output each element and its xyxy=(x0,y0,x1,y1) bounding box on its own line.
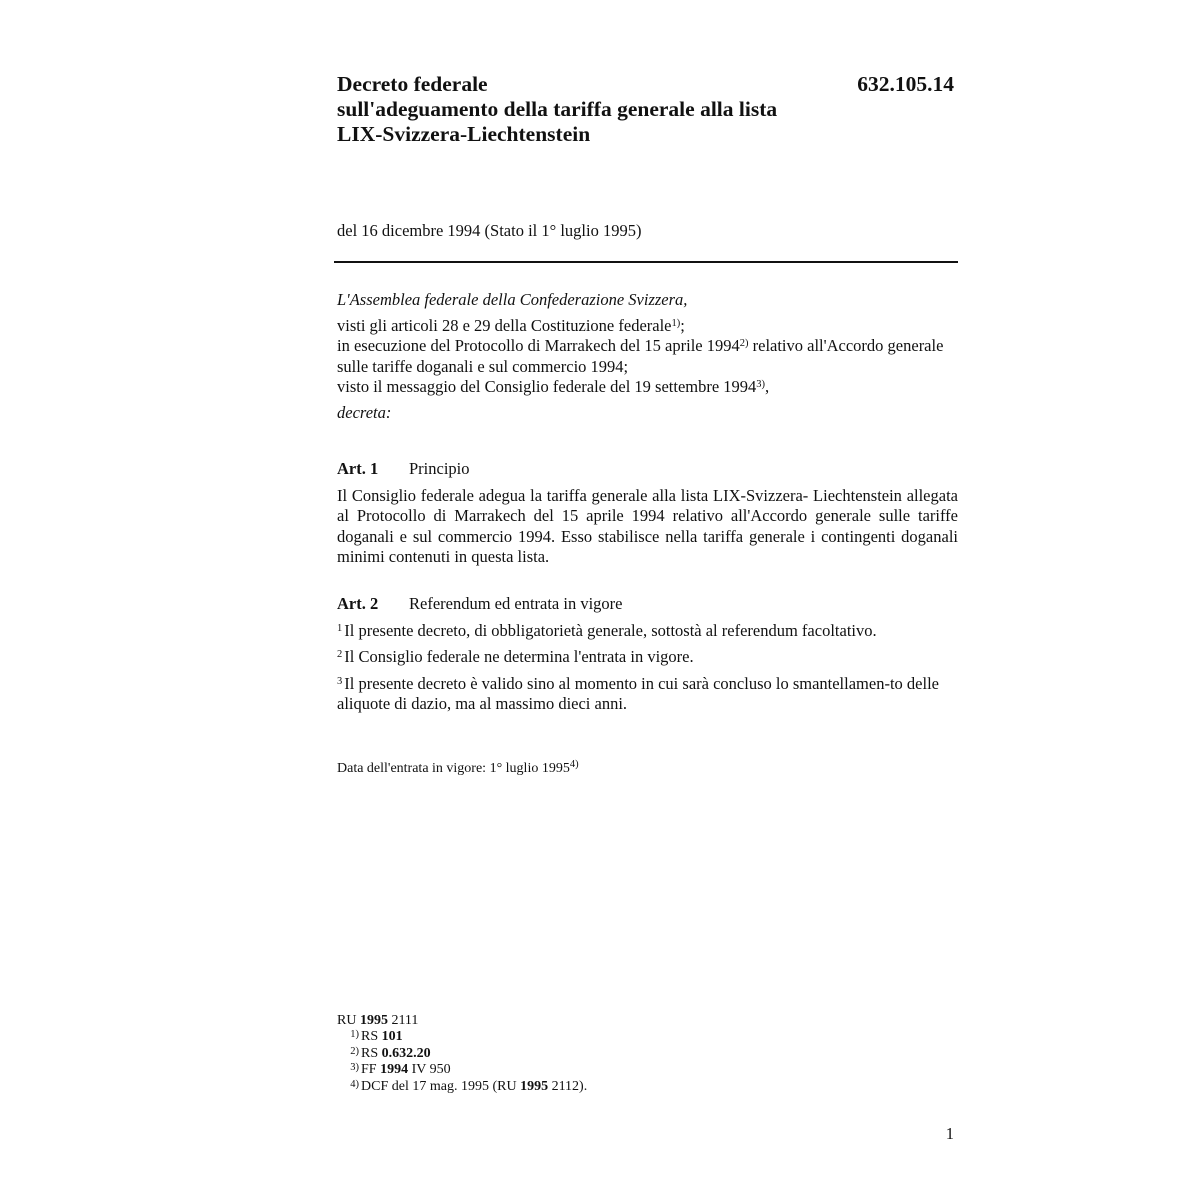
paragraph-text: Il Consiglio federale ne determina l'entrata in vigore. xyxy=(344,647,694,666)
preamble-line-2-after: relativo all'Accordo generale sulle tariffe doganali e sul commercio 1994; xyxy=(337,336,944,376)
horizontal-rule xyxy=(334,261,958,263)
document-page xyxy=(337,0,958,1200)
title-line-3: LIX-Svizzera-Liechtenstein xyxy=(337,122,591,146)
footnote-prefix: FF xyxy=(361,1062,381,1077)
page-number: 1 xyxy=(945,1124,954,1143)
footnote-bold: 101 xyxy=(381,1029,403,1044)
footnote-text xyxy=(361,1062,451,1077)
preamble-line-1-text: visti gli articoli 28 e 29 della Costituzione federale xyxy=(337,315,672,335)
footnote-4: 4) DCF del 17 mag. 1995 (RU 1995 2112). xyxy=(350,1078,588,1094)
footnote-ref: 4) xyxy=(569,759,579,770)
preamble-assembly: L'Assemblea federale della Confederazione Svizzera, xyxy=(337,290,688,309)
footnote-text xyxy=(361,1079,587,1094)
paragraph-number: 3 xyxy=(337,675,343,687)
footnote-ref: 2) xyxy=(739,338,749,349)
footnote-ref: 1) xyxy=(671,317,681,329)
article-2 xyxy=(337,594,958,721)
preamble-line-2-text: in esecuzione del Protocollo di Marrakech del 15 aprile 1994 xyxy=(337,336,740,355)
preamble xyxy=(337,290,958,423)
paragraph-number: 2 xyxy=(337,649,343,660)
footnote-text xyxy=(361,1029,403,1044)
footnote-3: 3) FF 1994 IV 950 xyxy=(350,1062,451,1077)
preamble-decreta: decreta: xyxy=(337,402,392,422)
footnote-text xyxy=(361,1046,431,1061)
document-title xyxy=(337,72,837,147)
article-1-heading xyxy=(337,459,958,480)
preamble-line-1 xyxy=(337,316,958,337)
preamble-line-3-after: , xyxy=(765,377,770,396)
article-1-number: Art. 1 xyxy=(337,459,379,478)
entry-into-force xyxy=(337,760,579,778)
title-line-2: sull'adeguamento della tariffa generale alla lista xyxy=(337,97,778,121)
footnotes xyxy=(337,1012,587,1095)
footnote-1: 1) RS 101 xyxy=(350,1029,403,1044)
ru-prefix: RU xyxy=(337,1013,360,1028)
title-block xyxy=(337,72,958,147)
article-2-number: Art. 2 xyxy=(337,594,379,613)
title-line-1: Decreto federale xyxy=(337,72,488,96)
preamble-line-2 xyxy=(337,336,958,377)
article-2-heading xyxy=(337,594,958,615)
footnote-bold: 1995 xyxy=(520,1078,549,1094)
article-2-paragraph-1 xyxy=(337,621,958,642)
sr-number: 632.105.14 xyxy=(857,72,954,96)
article-2-paragraph-3 xyxy=(337,674,958,715)
ru-page: 2111 xyxy=(387,1013,419,1028)
paragraph-text: Il presente decreto, di obbligatorietà generale, sottostà al referendum facoltativo. xyxy=(344,620,877,640)
footnote-prefix: DCF del 17 mag. 1995 (RU xyxy=(361,1078,521,1094)
article-1-body: Il Consiglio federale adegua la tariffa generale alla lista LIX-Svizzera- Liechtenstein allegata al Protocollo di Marrakech del 15 aprile 1994 relativo all'Accordo generale sulle tariffe doganali e sul commercio 1994. Esso stabilisce nella tariffa generale i contingenti doganali minimi contenuti in questa lista. xyxy=(337,485,958,566)
footnote-ref: 3) xyxy=(756,379,766,390)
footnote-bold: 1994 xyxy=(380,1062,409,1077)
article-1 xyxy=(337,459,958,568)
entry-into-force-text: Data dell'entrata in vigore: 1° luglio 1995 xyxy=(337,761,570,776)
footnote-2: 2) RS 0.632.20 xyxy=(350,1045,431,1061)
footnote-prefix: RS xyxy=(361,1029,382,1044)
article-2-title: Referendum ed entrata in vigore xyxy=(409,594,623,613)
article-2-paragraph-2 xyxy=(337,647,958,668)
preamble-line-1-after: ; xyxy=(680,315,685,335)
preamble-line-3-text: visto il messaggio del Consiglio federale del 19 settembre 1994 xyxy=(337,377,757,396)
ru-reference xyxy=(337,1012,587,1029)
footnote-bold: 0.632.20 xyxy=(381,1045,431,1061)
paragraph-text: Il presente decreto è valido sino al momento in cui sarà concluso lo smantellamen-to delle aliquote di dazio, ma al massimo dieci anni. xyxy=(337,673,939,713)
footnote-prefix: RS xyxy=(361,1045,382,1061)
footnote-suffix: IV 950 xyxy=(408,1062,451,1077)
ru-year: 1995 xyxy=(359,1013,388,1028)
article-1-title: Principio xyxy=(409,459,470,478)
date-line: del 16 dicembre 1994 (Stato il 1° luglio 1995) xyxy=(337,221,642,240)
footnote-suffix: 2112). xyxy=(548,1078,588,1094)
preamble-line-3 xyxy=(337,377,958,398)
paragraph-number: 1 xyxy=(337,622,343,634)
